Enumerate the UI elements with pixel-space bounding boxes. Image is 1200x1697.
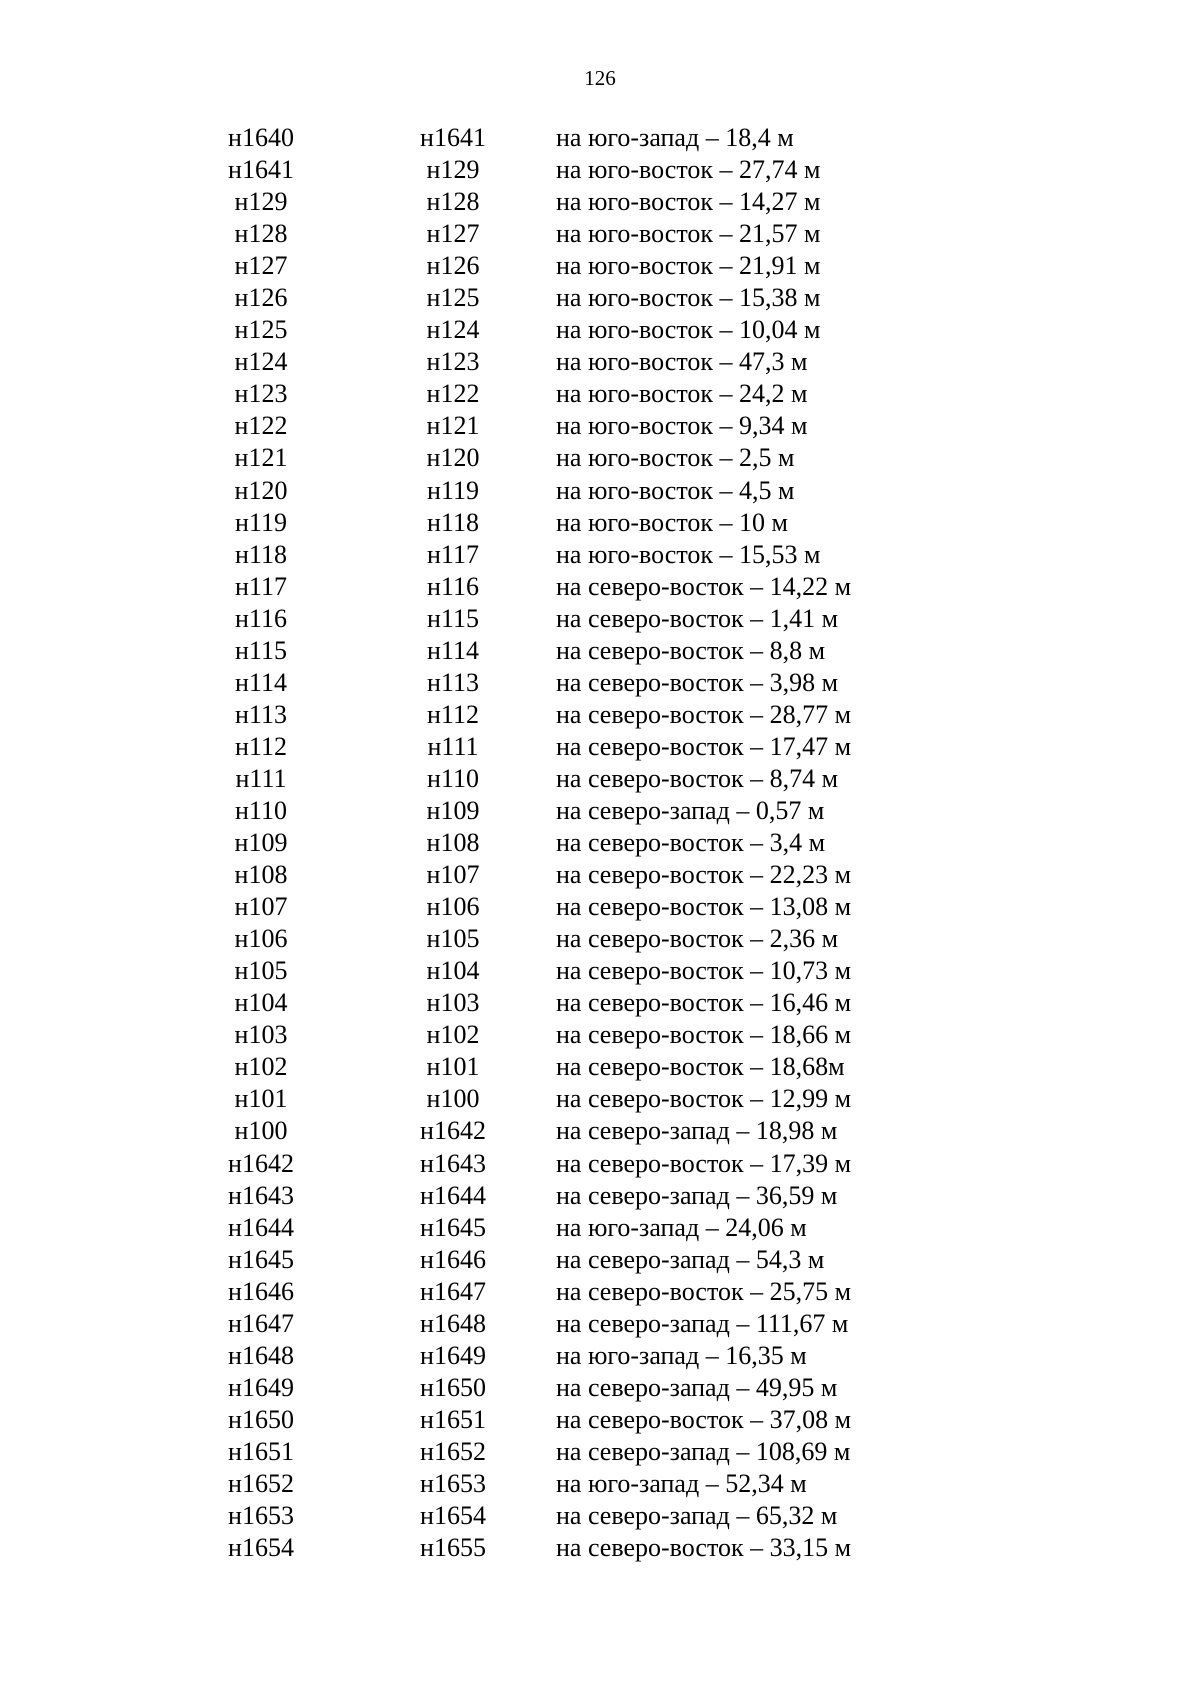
direction-distance: на северо-восток – 22,23 м <box>556 860 852 890</box>
end-point: н1655 <box>420 1533 486 1563</box>
end-point: н101 <box>426 1052 480 1082</box>
segment-row <box>0 1019 1200 1051</box>
start-point: н107 <box>234 892 288 922</box>
direction-distance: на северо-запад – 36,59 м <box>556 1180 838 1210</box>
segment-row <box>0 1308 1200 1340</box>
direction-distance: на северо-запад – 49,95 м <box>556 1372 838 1402</box>
end-point: н128 <box>426 187 480 217</box>
end-point: н122 <box>426 379 480 409</box>
segment-row <box>0 539 1200 571</box>
end-point: н125 <box>426 283 480 313</box>
start-point: н109 <box>234 828 288 858</box>
segment-row <box>0 250 1200 282</box>
start-point: н115 <box>235 635 287 665</box>
end-point: н119 <box>427 475 479 505</box>
segment-row <box>0 763 1200 795</box>
direction-distance: на северо-запад – 111,67 м <box>556 1308 849 1338</box>
direction-distance: на юго-восток – 21,91 м <box>556 251 821 281</box>
direction-distance: на северо-восток – 18,68м <box>556 1052 845 1082</box>
start-point: н106 <box>234 924 288 954</box>
direction-distance: на северо-восток – 1,41 м <box>556 603 839 633</box>
end-point: н118 <box>427 507 479 537</box>
direction-distance: на юго-запад – 52,34 м <box>556 1468 807 1498</box>
direction-distance: на юго-восток – 14,27 м <box>556 187 821 217</box>
end-point: н103 <box>426 988 480 1018</box>
end-point: н104 <box>426 956 480 986</box>
end-point: н1642 <box>420 1116 486 1146</box>
direction-distance: на северо-восток – 3,98 м <box>556 667 839 697</box>
segment-row <box>0 1051 1200 1083</box>
direction-distance: на северо-восток – 28,77 м <box>556 699 852 729</box>
direction-distance: на юго-запад – 18,4 м <box>556 123 794 152</box>
segment-row <box>0 667 1200 699</box>
end-point: н1645 <box>420 1212 486 1242</box>
segment-row <box>0 1468 1200 1500</box>
start-point: н112 <box>235 731 287 761</box>
direction-distance: на северо-восток – 13,08 м <box>556 892 852 922</box>
direction-distance: на северо-восток – 37,08 м <box>556 1404 852 1434</box>
direction-distance: на северо-восток – 33,15 м <box>556 1533 852 1563</box>
direction-distance: на юго-восток – 21,57 м <box>556 219 821 249</box>
direction-distance: на юго-восток – 24,2 м <box>556 379 808 409</box>
start-point: н128 <box>234 219 288 249</box>
segment-row <box>0 1436 1200 1468</box>
page-number: 126 <box>584 66 616 90</box>
segment-row <box>0 346 1200 378</box>
start-point: н1641 <box>228 155 294 185</box>
start-point: н111 <box>235 763 287 793</box>
end-point: н109 <box>426 795 480 825</box>
direction-distance: на северо-восток – 8,74 м <box>556 763 839 793</box>
start-point: н114 <box>235 667 287 697</box>
start-point: н1652 <box>228 1468 294 1498</box>
end-point: н1650 <box>420 1372 486 1402</box>
segment-row <box>0 475 1200 507</box>
start-point: н121 <box>234 443 288 473</box>
direction-distance: на северо-восток – 8,8 м <box>556 635 826 665</box>
start-point: н125 <box>234 315 288 345</box>
start-point: н124 <box>234 347 288 377</box>
segment-row <box>0 1500 1200 1532</box>
start-point: н110 <box>235 795 287 825</box>
start-point: н1647 <box>228 1308 294 1338</box>
start-point: н101 <box>234 1084 288 1114</box>
start-point: н117 <box>235 571 287 601</box>
direction-distance: на северо-восток – 14,22 м <box>556 571 852 601</box>
direction-distance: на юго-запад – 16,35 м <box>556 1340 807 1370</box>
end-point: н1646 <box>420 1244 486 1274</box>
direction-distance: на юго-восток – 10,04 м <box>556 315 821 345</box>
end-point: н116 <box>427 571 479 601</box>
segment-row <box>0 1404 1200 1436</box>
segment-row <box>0 635 1200 667</box>
end-point: н121 <box>426 411 480 441</box>
end-point: н100 <box>426 1084 480 1114</box>
direction-distance: на северо-запад – 65,32 м <box>556 1501 838 1531</box>
direction-distance: на юго-восток – 10 м <box>556 507 788 537</box>
start-point: н105 <box>234 956 288 986</box>
segment-row <box>0 154 1200 186</box>
end-point: н1651 <box>420 1404 486 1434</box>
end-point: н1644 <box>420 1180 486 1210</box>
direction-distance: на северо-восток – 2,36 м <box>556 924 839 954</box>
end-point: н117 <box>427 539 479 569</box>
end-point: н106 <box>426 892 480 922</box>
segment-row <box>0 1083 1200 1115</box>
segment-row <box>0 186 1200 218</box>
end-point: н124 <box>426 315 480 345</box>
segment-row <box>0 891 1200 923</box>
start-point: н1648 <box>228 1340 294 1370</box>
start-point: н129 <box>234 187 288 217</box>
direction-distance: на северо-восток – 3,4 м <box>556 828 826 858</box>
end-point: н115 <box>427 603 479 633</box>
start-point: н120 <box>234 475 288 505</box>
end-point: н120 <box>426 443 480 473</box>
end-point: н123 <box>426 347 480 377</box>
segment-row <box>0 218 1200 250</box>
end-point: н1654 <box>420 1501 486 1531</box>
start-point: н1644 <box>228 1212 294 1242</box>
direction-distance: на юго-восток – 15,38 м <box>556 283 821 313</box>
start-point: н1649 <box>228 1372 294 1402</box>
end-point: н1641 <box>420 123 486 152</box>
direction-distance: на северо-восток – 17,47 м <box>556 731 852 761</box>
start-point: н1640 <box>228 123 294 152</box>
direction-distance: на северо-запад – 108,69 м <box>556 1436 851 1466</box>
end-point: н112 <box>427 699 479 729</box>
direction-distance: на юго-восток – 47,3 м <box>556 347 808 377</box>
start-point: н118 <box>235 539 287 569</box>
segment-row <box>0 1148 1200 1180</box>
segment-row <box>0 859 1200 891</box>
segment-row <box>0 731 1200 763</box>
segment-row <box>0 1212 1200 1244</box>
segment-row <box>0 122 1200 154</box>
end-point: н107 <box>426 860 480 890</box>
direction-distance: на юго-восток – 4,5 м <box>556 475 795 505</box>
direction-distance: на юго-восток – 2,5 м <box>556 443 795 473</box>
end-point: н110 <box>427 763 479 793</box>
end-point: н1652 <box>420 1436 486 1466</box>
end-point: н105 <box>426 924 480 954</box>
direction-distance: на северо-восток – 12,99 м <box>556 1084 852 1114</box>
end-point: н129 <box>426 155 480 185</box>
end-point: н1643 <box>420 1148 486 1178</box>
direction-distance: на северо-восток – 10,73 м <box>556 956 852 986</box>
start-point: н127 <box>234 251 288 281</box>
segment-row <box>0 442 1200 474</box>
segment-row <box>0 507 1200 539</box>
boundary-segments-list <box>0 122 1200 1564</box>
start-point: н102 <box>234 1052 288 1082</box>
segment-row <box>0 1340 1200 1372</box>
segment-row <box>0 410 1200 442</box>
start-point: н122 <box>234 411 288 441</box>
segment-row <box>0 987 1200 1019</box>
start-point: н108 <box>234 860 288 890</box>
start-point: н113 <box>235 699 287 729</box>
segment-row <box>0 1115 1200 1147</box>
start-point: н1654 <box>228 1533 294 1563</box>
start-point: н116 <box>235 603 287 633</box>
direction-distance: на северо-запад – 0,57 м <box>556 795 825 825</box>
segment-row <box>0 955 1200 987</box>
direction-distance: на северо-запад – 18,98 м <box>556 1116 838 1146</box>
segment-row <box>0 1180 1200 1212</box>
end-point: н127 <box>426 219 480 249</box>
end-point: н108 <box>426 828 480 858</box>
segment-row <box>0 378 1200 410</box>
end-point: н126 <box>426 251 480 281</box>
end-point: н102 <box>426 1020 480 1050</box>
segment-row <box>0 923 1200 955</box>
start-point: н1646 <box>228 1276 294 1306</box>
segment-row <box>0 314 1200 346</box>
direction-distance: на северо-запад – 54,3 м <box>556 1244 825 1274</box>
direction-distance: на юго-восток – 15,53 м <box>556 539 821 569</box>
end-point: н1648 <box>420 1308 486 1338</box>
direction-distance: на северо-восток – 16,46 м <box>556 988 852 1018</box>
end-point: н1649 <box>420 1340 486 1370</box>
start-point: н1651 <box>228 1436 294 1466</box>
end-point: н113 <box>427 667 479 697</box>
segment-row <box>0 603 1200 635</box>
start-point: н123 <box>234 379 288 409</box>
direction-distance: на северо-восток – 18,66 м <box>556 1020 852 1050</box>
end-point: н1647 <box>420 1276 486 1306</box>
end-point: н1653 <box>420 1468 486 1498</box>
segment-row <box>0 1372 1200 1404</box>
segment-row <box>0 699 1200 731</box>
direction-distance: на северо-восток – 25,75 м <box>556 1276 852 1306</box>
start-point: н1645 <box>228 1244 294 1274</box>
start-point: н1643 <box>228 1180 294 1210</box>
start-point: н103 <box>234 1020 288 1050</box>
segment-row <box>0 571 1200 603</box>
start-point: н1642 <box>228 1148 294 1178</box>
start-point: н100 <box>234 1116 288 1146</box>
segment-row <box>0 282 1200 314</box>
segment-row <box>0 1276 1200 1308</box>
segment-row <box>0 1244 1200 1276</box>
start-point: н104 <box>234 988 288 1018</box>
direction-distance: на юго-запад – 24,06 м <box>556 1212 807 1242</box>
end-point: н114 <box>427 635 479 665</box>
segment-row <box>0 1532 1200 1564</box>
segment-row <box>0 795 1200 827</box>
direction-distance: на юго-восток – 9,34 м <box>556 411 808 441</box>
end-point: н111 <box>427 731 479 761</box>
segment-row <box>0 827 1200 859</box>
direction-distance: на северо-восток – 17,39 м <box>556 1148 852 1178</box>
start-point: н119 <box>235 507 287 537</box>
direction-distance: на юго-восток – 27,74 м <box>556 155 821 185</box>
start-point: н1653 <box>228 1501 294 1531</box>
start-point: н126 <box>234 283 288 313</box>
start-point: н1650 <box>228 1404 294 1434</box>
